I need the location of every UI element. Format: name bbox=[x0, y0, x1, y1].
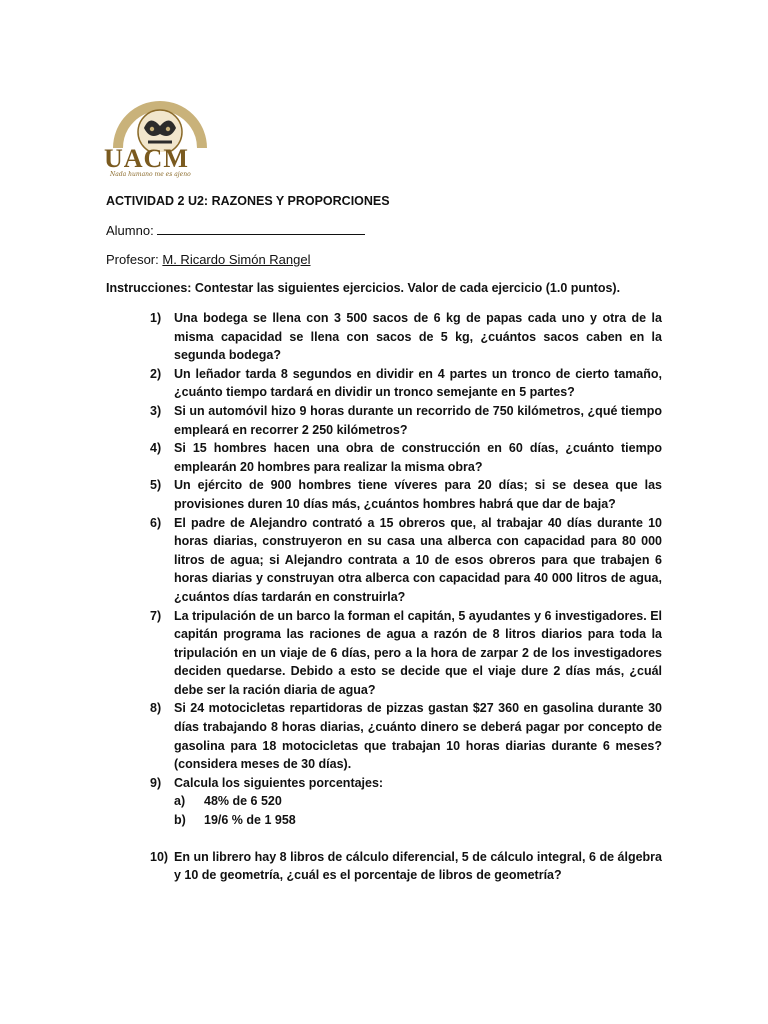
exercise-text: En un librero hay 8 libros de cálculo diferencial, 5 de cálculo integral, 6 de álgebra y 10 de geometría, ¿cuál es el porcentaje de libros de geometría? bbox=[174, 849, 662, 883]
exercise-number: 8) bbox=[150, 701, 162, 716]
exercise-item bbox=[150, 514, 662, 607]
exercise-item bbox=[150, 439, 662, 476]
exercise-text: La tripulación de un barco la forman el capitán, 5 ayudantes y 6 investigadores. El capitán programa las raciones de agua a razón de 8 litros diarios para toda la tripulación en un viaje de 6 días, pero a la hora de zarpar 2 de los investigadores deciden quedarse. Debido a esto se decide que el viaje dure 2 días más, ¿cuál debe ser la ración diaria de agua? bbox=[174, 608, 662, 697]
sub-item-text: 19/6 % de 1 958 bbox=[204, 813, 296, 828]
alumno-label: Alumno: bbox=[106, 223, 154, 238]
instructions: Instrucciones: Contestar las siguientes ejercicios. Valor de cada ejercicio (1.0 puntos). bbox=[106, 281, 621, 295]
exercise-text: El padre de Alejandro contrató a 15 obreros que, al trabajar 40 días durante 10 horas diarias, construyeron en su casa una alberca con capacidad para 80 000 litros de agua; si Alejandro contrata a 10 de esos obreros para que trabajen 6 horas diarias y construyan otra alberca con capacidad para 40 000 litros de agua, ¿cuántos días tardarán en construirla? bbox=[174, 515, 662, 604]
exercise-number: 5) bbox=[150, 478, 162, 493]
uacm-logo bbox=[100, 92, 220, 182]
exercise-text: Un ejército de 900 hombres tiene víveres para 20 días; si se desea que las provisiones duren 10 días más, ¿cuántos hombres habrá que dar de baja? bbox=[174, 478, 662, 511]
exercise-number: 7) bbox=[150, 608, 162, 623]
spacer bbox=[150, 830, 662, 848]
alumno-blank-field[interactable] bbox=[157, 222, 365, 235]
exercise-number: 9) bbox=[150, 775, 162, 790]
profesor-line bbox=[106, 252, 311, 267]
sub-item bbox=[174, 792, 662, 811]
document-title: ACTIVIDAD 2 U2: RAZONES Y PROPORCIONES bbox=[106, 194, 390, 208]
uacm-emblem-icon bbox=[100, 92, 220, 152]
exercise-text: Una bodega se llena con 3 500 sacos de 6 kg de papas cada uno y otra de la misma capacidad se llena con sacos de 5 kg, ¿cuántos sacos caben en la segunda bodega? bbox=[174, 311, 662, 363]
exercise-list bbox=[150, 309, 662, 885]
sub-item-text: 48% de 6 520 bbox=[204, 794, 282, 809]
exercise-text: Si un automóvil hizo 9 horas durante un recorrido de 750 kilómetros, ¿qué tiempo empleará en recorrer 2 250 kilómetros? bbox=[174, 403, 662, 437]
exercise-item bbox=[150, 607, 662, 700]
exercise-text: Si 24 motocicletas repartidoras de pizzas gastan $27 360 en gasolina durante 30 días trabajando 8 horas diarias, ¿cuánto dinero se deberá pagar por concepto de gasolina para 18 motocicletas que trabajan 10 horas diarias durante 6 meses? (considera meses de 30 días). bbox=[174, 701, 662, 772]
exercise-number: 1) bbox=[150, 311, 162, 325]
exercise-text: Calcula los siguientes porcentajes: bbox=[174, 775, 384, 790]
exercise-number: 2) bbox=[150, 366, 162, 381]
exercise-item bbox=[150, 699, 662, 773]
exercise-item bbox=[150, 848, 662, 885]
sub-item bbox=[174, 811, 662, 830]
profesor-name: M. Ricardo Simón Rangel bbox=[162, 252, 311, 267]
exercise-item bbox=[150, 476, 662, 513]
exercise-item bbox=[150, 402, 662, 439]
exercise-text: Si 15 hombres hacen una obra de construcción en 60 días, ¿cuánto tiempo emplearán 20 hombres para realizar la misma obra? bbox=[174, 441, 662, 474]
logo-wordmark: UACM bbox=[104, 144, 189, 173]
sub-item-letter: a) bbox=[174, 794, 186, 809]
exercise-text: Un leñador tarda 8 segundos en dividir en 4 partes un tronco de cierto tamaño, ¿cuánto tiempo tardará en dividir un tronco semejante en 5 partes? bbox=[174, 366, 662, 400]
sub-item-letter: b) bbox=[174, 813, 186, 828]
profesor-label: Profesor: bbox=[106, 252, 159, 267]
alumno-line bbox=[106, 222, 365, 238]
exercise-item bbox=[150, 774, 662, 830]
exercise-item bbox=[150, 309, 662, 365]
exercise-number: 6) bbox=[150, 515, 162, 530]
exercise-item bbox=[150, 365, 662, 402]
exercise-number: 10) bbox=[150, 849, 169, 864]
exercise-number: 3) bbox=[150, 403, 162, 418]
logo-motto: Nada humano me es ajeno bbox=[110, 171, 191, 178]
exercise-number: 4) bbox=[150, 441, 162, 456]
